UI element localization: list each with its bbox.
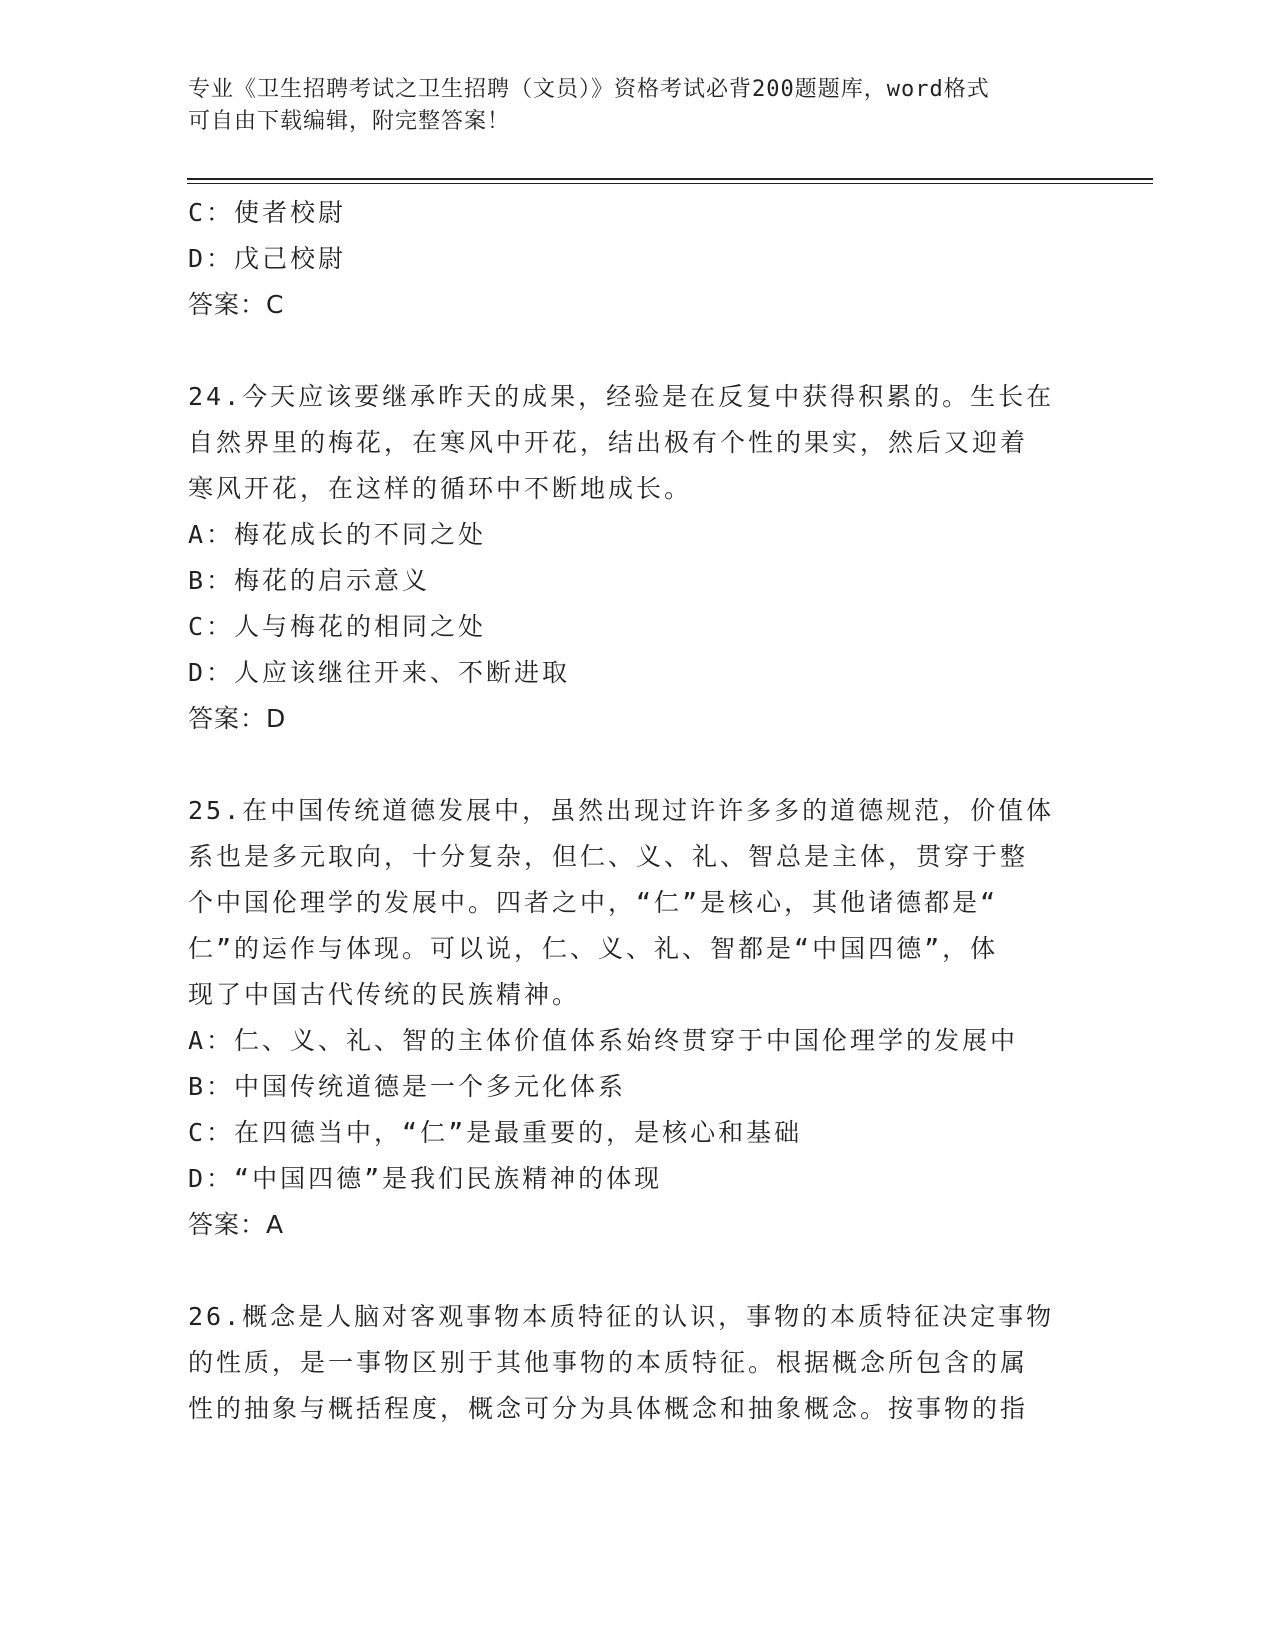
option-c: C：使者校尉 bbox=[188, 198, 347, 227]
question-23-tail bbox=[188, 190, 1088, 328]
option-d: D：戊己校尉 bbox=[188, 244, 347, 273]
option-b: B：梅花的启示意义 bbox=[188, 566, 431, 595]
question-stem-line: 个中国伦理学的发展中。四者之中，“仁”是核心，其他诸德都是“ bbox=[188, 888, 999, 917]
question-24 bbox=[188, 374, 1088, 742]
question-stem-line: 26.概念是人脑对客观事物本质特征的认识，事物的本质特征决定事物 bbox=[188, 1302, 1055, 1331]
question-stem-line: 的性质，是一事物区别于其他事物的本质特征。根据概念所包含的属 bbox=[188, 1348, 1029, 1377]
option-c: C：人与梅花的相同之处 bbox=[188, 612, 487, 641]
option-b: B：中国传统道德是一个多元化体系 bbox=[188, 1072, 627, 1101]
spacer bbox=[188, 1248, 1088, 1294]
header-divider-thin bbox=[187, 183, 1153, 184]
option-a: A：仁、义、礼、智的主体价值体系始终贯穿于中国伦理学的发展中 bbox=[188, 1026, 1019, 1055]
question-stem-line: 寒风开花，在这样的循环中不断地成长。 bbox=[188, 474, 693, 503]
answer-line: 答案：A bbox=[188, 1210, 285, 1239]
question-stem-line: 系也是多元取向，十分复杂，但仁、义、礼、智总是主体，贯穿于整 bbox=[188, 842, 1029, 871]
question-stem-line: 自然界里的梅花，在寒风中开花，结出极有个性的果实，然后又迎着 bbox=[188, 428, 1029, 457]
question-stem-line: 性的抽象与概括程度，概念可分为具体概念和抽象概念。按事物的指 bbox=[188, 1394, 1029, 1423]
header-line-2: 可自由下载编辑，附完整答案！ bbox=[188, 109, 511, 134]
question-26 bbox=[188, 1294, 1088, 1432]
question-list bbox=[188, 190, 1088, 1432]
question-stem-line: 仁”的运作与体现。可以说，仁、义、礼、智都是“中国四德”，体 bbox=[188, 934, 999, 963]
question-stem-line: 24.今天应该要继承昨天的成果，经验是在反复中获得积累的。生长在 bbox=[188, 382, 1055, 411]
header-divider-thick bbox=[187, 178, 1153, 180]
option-d: D：人应该继往开来、不断进取 bbox=[188, 658, 571, 687]
question-stem-line: 现了中国古代传统的民族精神。 bbox=[188, 980, 581, 1009]
document-header bbox=[188, 74, 1068, 138]
option-a: A：梅花成长的不同之处 bbox=[188, 520, 487, 549]
header-line-1: 专业《卫生招聘考试之卫生招聘（文员）》资格考试必背200题题库，word格式 bbox=[188, 77, 990, 102]
answer-line: 答案：D bbox=[188, 704, 287, 733]
question-stem-line: 25.在中国传统道德发展中，虽然出现过许许多多的道德规范，价值体 bbox=[188, 796, 1055, 825]
option-d: D：“中国四德”是我们民族精神的体现 bbox=[188, 1164, 663, 1193]
spacer bbox=[188, 328, 1088, 374]
question-25 bbox=[188, 788, 1088, 1248]
answer-line: 答案：C bbox=[188, 290, 285, 319]
option-c: C：在四德当中，“仁”是最重要的，是核心和基础 bbox=[188, 1118, 803, 1147]
spacer bbox=[188, 742, 1088, 788]
